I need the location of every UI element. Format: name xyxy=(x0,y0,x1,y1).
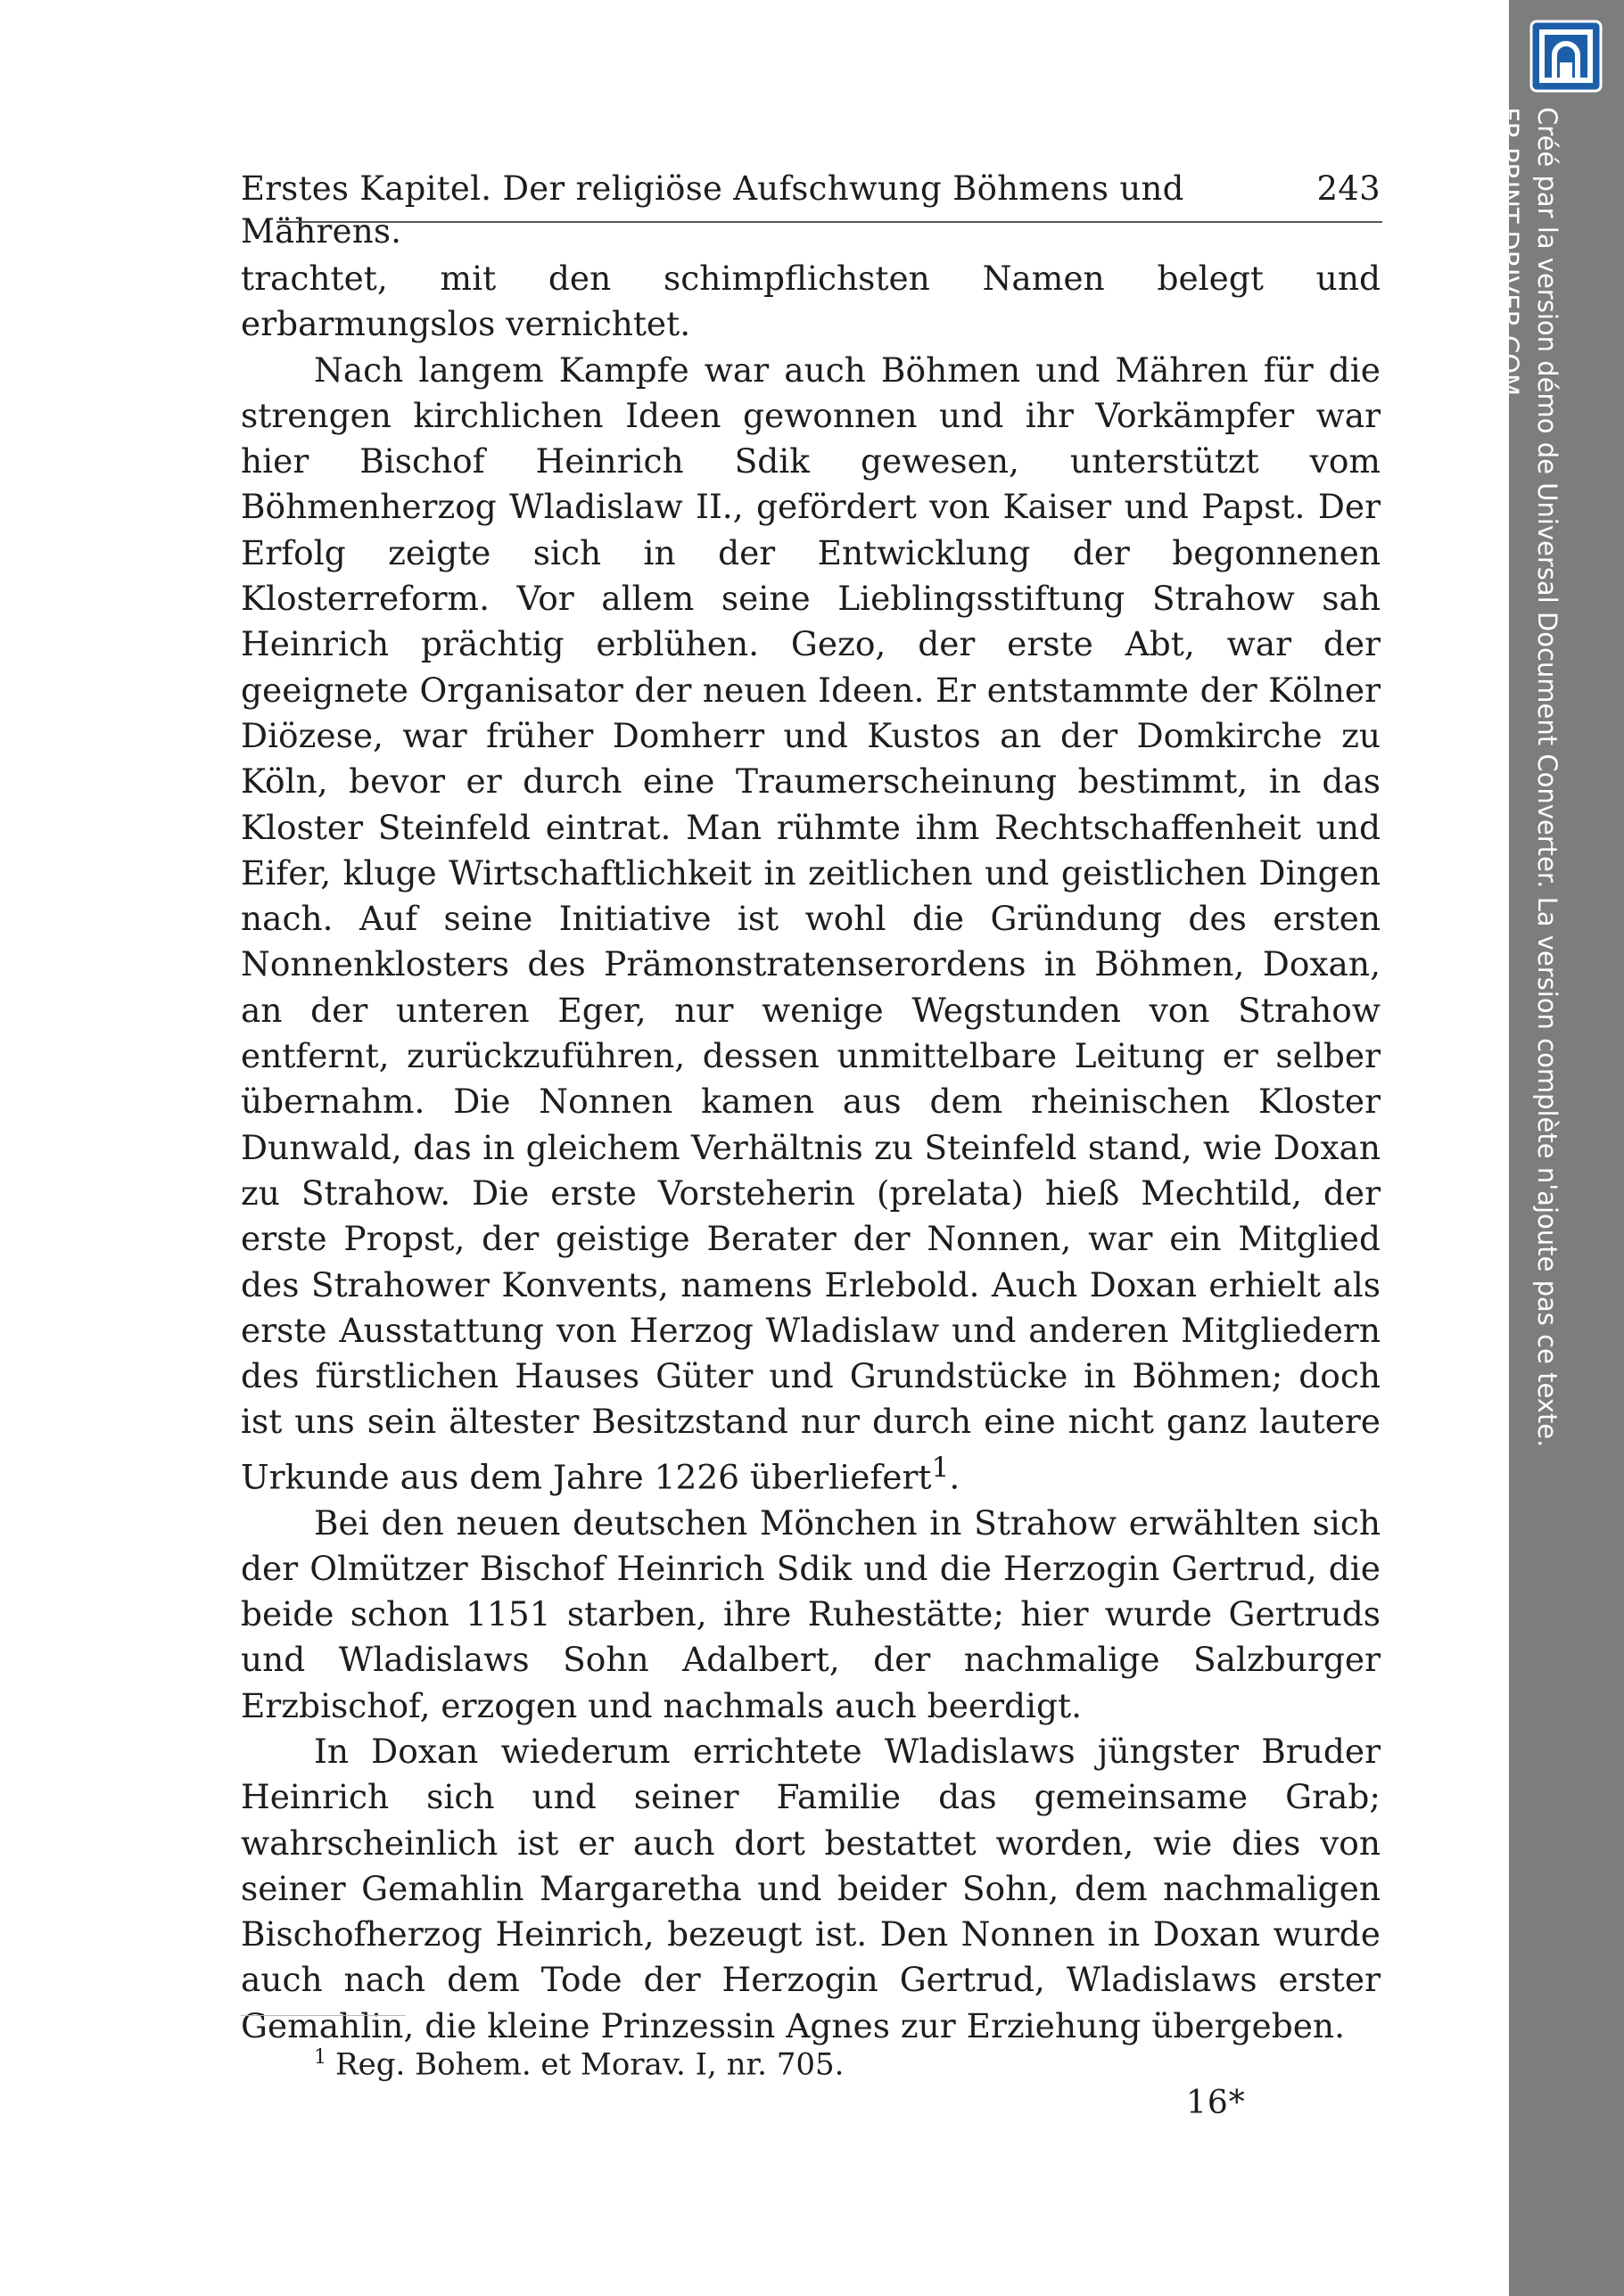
footnote-rule xyxy=(241,2015,406,2016)
paragraph xyxy=(241,348,1381,1501)
watermark-line-1: Créé par la version démo de Universal Document Converter. La version complète n'ajoute pas ce texte. xyxy=(1532,107,1562,1448)
paragraph-text: Nach langem Kampfe war auch Böhmen und Mähren für die strengen kirchlichen Ideen gewonnen und ihr Vorkämpfer war hier Bischof Heinrich Sdik gewesen, unterstützt vom Böhmenherzog Wladislaw II., gefördert von Kaiser und Papst. Der Erfolg zeigte sich in der Entwicklung der begonnenen Klosterreform. Vor allem seine Lieblingsstiftung Strahow sah Heinrich prächtig erblühen. Gezo, der erste Abt, war der geeignete Organisator der neuen Ideen. Er entstammte der Kölner Diözese, war früher Domherr und Kustos an der Domkirche zu Köln, bevor er durch eine Traumerscheinung bestimmt, in das Kloster Steinfeld eintrat. Man rühmte ihm Rechtschaffenheit und Eifer, kluge Wirtschaftlichkeit in zeitlichen und geistlichen Dingen nach. Auf seine Initiative ist wohl die Gründung des ersten Nonnenklosters des Prämonstratenserordens in Böhmen, Doxan, an der unteren Eger, nur wenige Wegstunden von Strahow entfernt, zurückzuführen, dessen unmittelbare Leitung er selber übernahm. Die Nonnen kamen aus dem rheinischen Kloster Dunwald, das in gleichem Verhältnis zu Steinfeld stand, wie Doxan zu Strahow. Die erste Vorsteherin (prelata) hieß Mechtild, der erste Propst, der geistige Berater der Nonnen, war ein Mitglied des Strahower Konvents, namens Erlebold. Auch Doxan erhielt als erste Ausstattung von Herzog Wladislaw und anderen Mitgliedern des fürstlichen Hauses Güter und Grundstücke in Böhmen; doch ist uns sein ältester Besitzstand nur durch eine nicht ganz lautere Urkunde aus dem Jahre 1226 überliefert xyxy=(241,350,1381,1497)
paragraph: In Doxan wiederum errichtete Wladislaws jüngster Bruder Heinrich sich und seiner Familie das gemeinsame Grab; wahrscheinlich ist er auch dort bestattet worden, wie dies von seiner Gemahlin Margaretha und beider Sohn, dem nachmaligen Bischofherzog Heinrich, bezeugt ist. Den Nonnen in Doxan wurde auch nach dem Tode der Herzogin Gertrud, Wladislaws erster Gemahlin, die kleine Prinzessin Agnes zur Erziehung übergeben. xyxy=(241,1732,1381,2045)
footnote xyxy=(314,2038,844,2084)
footnote-text: Reg. Bohem. et Morav. I, nr. 705. xyxy=(335,2046,845,2083)
footnote-reference: 1 xyxy=(931,1451,950,1484)
footnote-mark: 1 xyxy=(314,2046,326,2069)
body-text xyxy=(241,256,1381,2049)
watermark-text xyxy=(1489,107,1566,1447)
chapter-title: Erstes Kapitel. Der religiöse Aufschwung Böhmens und Mährens. xyxy=(241,169,1184,251)
paragraph: Bei den neuen deutschen Mönchen in Strahow erwählten sich der Olmützer Bischof Heinrich Sdik und die Herzogin Gertrud, die beide schon 1151 starben, ihre Ruhestätte; hier wurde Gertruds und Wladislaws Sohn Adalbert, der nachmalige Salzburger Erzbischof, erzogen und nachmals auch beerdigt. xyxy=(241,1502,1381,1725)
header-rule xyxy=(276,221,1382,223)
udc-logo-icon xyxy=(1529,20,1603,93)
paragraph: trachtet, mit den schimpflichsten Namen belegt und erbarmungslos vernichtet. xyxy=(241,259,1381,344)
footnote-reference-period: . xyxy=(949,1457,960,1497)
running-head xyxy=(241,168,1381,253)
watermark-line-2: FR.PRINT-DRIVER.COM xyxy=(1494,107,1524,397)
signature-mark: 16* xyxy=(1186,2085,1246,2121)
page-number: 243 xyxy=(1316,169,1381,208)
